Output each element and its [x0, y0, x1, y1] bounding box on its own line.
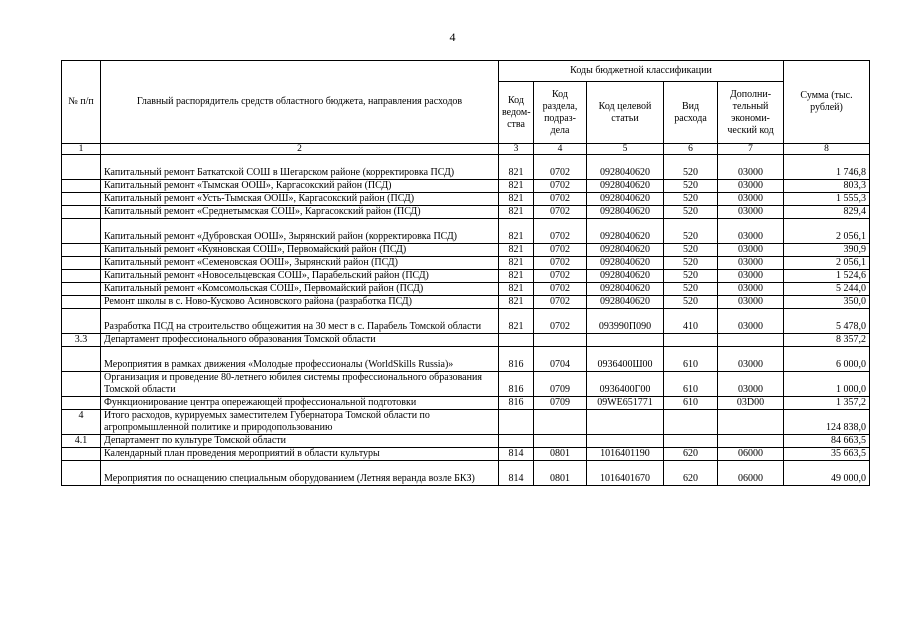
table-row [62, 334, 870, 347]
expense-type: 520 [664, 206, 718, 219]
row-number [62, 270, 101, 283]
expense-type: 610 [664, 397, 718, 410]
extra-code: 03000 [718, 296, 784, 309]
row-number [62, 296, 101, 309]
row-name: Капитальный ремонт «Куяновская СОШ», Первомайский район (ПСД) [101, 244, 499, 257]
header-num: № п/п [62, 61, 101, 144]
table-row [62, 244, 870, 257]
extra-code: 03000 [718, 309, 784, 334]
extra-code: 03000 [718, 347, 784, 372]
extra-code: 03000 [718, 244, 784, 257]
extra-code: 03000 [718, 270, 784, 283]
extra-code: 03000 [718, 155, 784, 180]
row-number [62, 397, 101, 410]
table-row [62, 435, 870, 448]
section-code: 0702 [534, 270, 587, 283]
section-code: 0702 [534, 283, 587, 296]
dept-code: 814 [499, 461, 534, 486]
row-number [62, 193, 101, 206]
target-code [587, 334, 664, 347]
row-sum: 49 000,0 [784, 461, 870, 486]
dept-code: 816 [499, 372, 534, 397]
table-row [62, 257, 870, 270]
row-name: Департамент профессионального образования Томской области [101, 334, 499, 347]
dept-code: 821 [499, 283, 534, 296]
table-row [62, 283, 870, 296]
extra-code: 06000 [718, 448, 784, 461]
row-name: Капитальный ремонт Баткатской СОШ в Шегарском районе (корректировка ПСД) [101, 155, 499, 180]
row-number: 4.1 [62, 435, 101, 448]
section-code [534, 410, 587, 435]
target-code: 0928040620 [587, 283, 664, 296]
target-code [587, 435, 664, 448]
target-code: 0928040620 [587, 155, 664, 180]
expense-type: 520 [664, 219, 718, 244]
expense-type: 520 [664, 193, 718, 206]
dept-code: 821 [499, 155, 534, 180]
column-number: 2 [101, 144, 499, 155]
target-code: 0928040620 [587, 219, 664, 244]
table-row [62, 270, 870, 283]
row-sum: 124 838,0 [784, 410, 870, 435]
row-sum: 829,4 [784, 206, 870, 219]
section-code [534, 334, 587, 347]
row-sum: 390,9 [784, 244, 870, 257]
row-sum: 84 663,5 [784, 435, 870, 448]
table-row [62, 448, 870, 461]
section-code: 0702 [534, 180, 587, 193]
extra-code: 03000 [718, 219, 784, 244]
dept-code [499, 410, 534, 435]
dept-code: 821 [499, 219, 534, 244]
target-code: 0928040620 [587, 244, 664, 257]
row-number [62, 461, 101, 486]
section-code: 0709 [534, 372, 587, 397]
table-row [62, 155, 870, 180]
section-code: 0702 [534, 206, 587, 219]
extra-code: 03000 [718, 283, 784, 296]
target-code: 09WE651771 [587, 397, 664, 410]
row-number [62, 347, 101, 372]
row-sum: 8 357,2 [784, 334, 870, 347]
column-number: 3 [499, 144, 534, 155]
row-sum: 1 000,0 [784, 372, 870, 397]
row-name: Мероприятия в рамках движения «Молодые профессионалы (WorldSkills Russia)» [101, 347, 499, 372]
row-number [62, 155, 101, 180]
row-name: Итого расходов, курируемых заместителем Губернатора Томской области по агропромышленной политике и природопользованию [101, 410, 499, 435]
row-name: Ремонт школы в с. Ново-Кусково Асиновского района (разработка ПСД) [101, 296, 499, 309]
table-row [62, 206, 870, 219]
row-name: Мероприятия по оснащению специальным оборудованием (Летняя веранда возле БКЗ) [101, 461, 499, 486]
row-number [62, 257, 101, 270]
table-body [62, 155, 870, 486]
row-name: Капитальный ремонт «Семеновская ООШ», Зырянский район (ПСД) [101, 257, 499, 270]
section-code: 0702 [534, 244, 587, 257]
expense-type: 520 [664, 296, 718, 309]
row-number [62, 180, 101, 193]
row-sum: 2 056,1 [784, 219, 870, 244]
dept-code: 821 [499, 206, 534, 219]
row-number [62, 283, 101, 296]
row-name: Департамент по культуре Томской области [101, 435, 499, 448]
row-sum: 35 663,5 [784, 448, 870, 461]
column-number: 6 [664, 144, 718, 155]
row-number [62, 244, 101, 257]
dept-code [499, 334, 534, 347]
row-number [62, 448, 101, 461]
header-sum: Сумма (тыс. рублей) [784, 61, 870, 144]
row-number [62, 206, 101, 219]
expense-type: 410 [664, 309, 718, 334]
expense-type [664, 334, 718, 347]
dept-code: 821 [499, 270, 534, 283]
table-row [62, 372, 870, 397]
table-row [62, 309, 870, 334]
section-code: 0702 [534, 296, 587, 309]
dept-code: 821 [499, 244, 534, 257]
header-target-code: Код целевой статьи [587, 82, 664, 144]
row-number [62, 309, 101, 334]
column-number: 7 [718, 144, 784, 155]
expense-type: 620 [664, 448, 718, 461]
extra-code: 03D00 [718, 397, 784, 410]
row-name: Капитальный ремонт «Усть-Тымская ООШ», Каргасокский район (ПСД) [101, 193, 499, 206]
row-name: Функционирование центра опережающей профессиональной подготовки [101, 397, 499, 410]
section-code: 0702 [534, 219, 587, 244]
row-name: Календарный план проведения мероприятий в области культуры [101, 448, 499, 461]
column-number: 8 [784, 144, 870, 155]
expense-type: 520 [664, 257, 718, 270]
dept-code: 821 [499, 193, 534, 206]
target-code: 0936400Ш00 [587, 347, 664, 372]
header-dept-code: Код ведом-ства [499, 82, 534, 144]
dept-code: 821 [499, 257, 534, 270]
table-row [62, 296, 870, 309]
row-sum: 6 000,0 [784, 347, 870, 372]
expense-type: 520 [664, 283, 718, 296]
row-sum: 803,3 [784, 180, 870, 193]
target-code: 1016401190 [587, 448, 664, 461]
row-number: 3.3 [62, 334, 101, 347]
extra-code [718, 334, 784, 347]
dept-code: 821 [499, 309, 534, 334]
target-code: 0928040620 [587, 206, 664, 219]
expense-type: 610 [664, 347, 718, 372]
extra-code: 03000 [718, 180, 784, 193]
target-code: 0928040620 [587, 296, 664, 309]
target-code: 0928040620 [587, 180, 664, 193]
section-code: 0704 [534, 347, 587, 372]
section-code: 0702 [534, 257, 587, 270]
section-code: 0702 [534, 309, 587, 334]
target-code [587, 410, 664, 435]
table-row [62, 193, 870, 206]
header-extra-code: Дополни-тельный экономи-ческий код [718, 82, 784, 144]
dept-code: 814 [499, 448, 534, 461]
extra-code: 03000 [718, 372, 784, 397]
table-row [62, 180, 870, 193]
expense-type [664, 435, 718, 448]
row-sum: 5 244,0 [784, 283, 870, 296]
column-number: 5 [587, 144, 664, 155]
target-code: 0928040620 [587, 270, 664, 283]
row-sum: 1 524,6 [784, 270, 870, 283]
dept-code: 816 [499, 397, 534, 410]
row-name: Капитальный ремонт «Среднетымская СОШ», Каргасокский район (ПСД) [101, 206, 499, 219]
row-name: Организация и проведение 80-летнего юбилея системы профессионального образования Томской области [101, 372, 499, 397]
expense-type: 610 [664, 372, 718, 397]
table-row [62, 410, 870, 435]
target-code: 1016401670 [587, 461, 664, 486]
extra-code [718, 410, 784, 435]
row-sum: 350,0 [784, 296, 870, 309]
dept-code: 821 [499, 180, 534, 193]
row-name: Капитальный ремонт «Комсомольская СОШ», Первомайский район (ПСД) [101, 283, 499, 296]
column-number: 4 [534, 144, 587, 155]
table-row [62, 347, 870, 372]
row-sum: 1 555,3 [784, 193, 870, 206]
extra-code: 03000 [718, 206, 784, 219]
row-sum: 2 056,1 [784, 257, 870, 270]
row-sum: 1 746,8 [784, 155, 870, 180]
extra-code: 03000 [718, 193, 784, 206]
section-code: 0801 [534, 448, 587, 461]
section-code: 0702 [534, 193, 587, 206]
column-numbers-row [62, 144, 870, 155]
target-code: 0928040620 [587, 193, 664, 206]
target-code: 0928040620 [587, 257, 664, 270]
section-code: 0801 [534, 461, 587, 486]
row-name: Капитальный ремонт «Дубровская ООШ», Зырянский район (корректировка ПСД) [101, 219, 499, 244]
expense-type: 620 [664, 461, 718, 486]
row-name: Разработка ПСД на строительство общежития на 30 мест в с. Парабель Томской области [101, 309, 499, 334]
page-number: 4 [449, 30, 456, 44]
column-number: 1 [62, 144, 101, 155]
table-row [62, 461, 870, 486]
expense-type: 520 [664, 155, 718, 180]
extra-code: 06000 [718, 461, 784, 486]
section-code: 0709 [534, 397, 587, 410]
dept-code: 816 [499, 347, 534, 372]
row-sum: 5 478,0 [784, 309, 870, 334]
target-code: 093990П090 [587, 309, 664, 334]
header-expense-type: Вид расхода [664, 82, 718, 144]
row-number [62, 219, 101, 244]
target-code: 0936400Г00 [587, 372, 664, 397]
expense-type: 520 [664, 180, 718, 193]
expense-type: 520 [664, 270, 718, 283]
expense-type: 520 [664, 244, 718, 257]
expense-type [664, 410, 718, 435]
budget-table [61, 60, 870, 486]
table-row [62, 397, 870, 410]
section-code: 0702 [534, 155, 587, 180]
row-name: Капитальный ремонт «Тымская ООШ», Каргасокский район (ПСД) [101, 180, 499, 193]
header-section-code: Код раздела, подраз-дела [534, 82, 587, 144]
header-codes: Коды бюджетной классификации [499, 61, 784, 82]
extra-code: 03000 [718, 257, 784, 270]
dept-code [499, 435, 534, 448]
row-sum: 1 357,2 [784, 397, 870, 410]
row-number [62, 372, 101, 397]
row-number: 4 [62, 410, 101, 435]
header-main: Главный распорядитель средств областного бюджета, направления расходов [101, 61, 499, 144]
dept-code: 821 [499, 296, 534, 309]
row-name: Капитальный ремонт «Новосельцевская СОШ», Парабельский район (ПСД) [101, 270, 499, 283]
extra-code [718, 435, 784, 448]
table-row [62, 219, 870, 244]
section-code [534, 435, 587, 448]
